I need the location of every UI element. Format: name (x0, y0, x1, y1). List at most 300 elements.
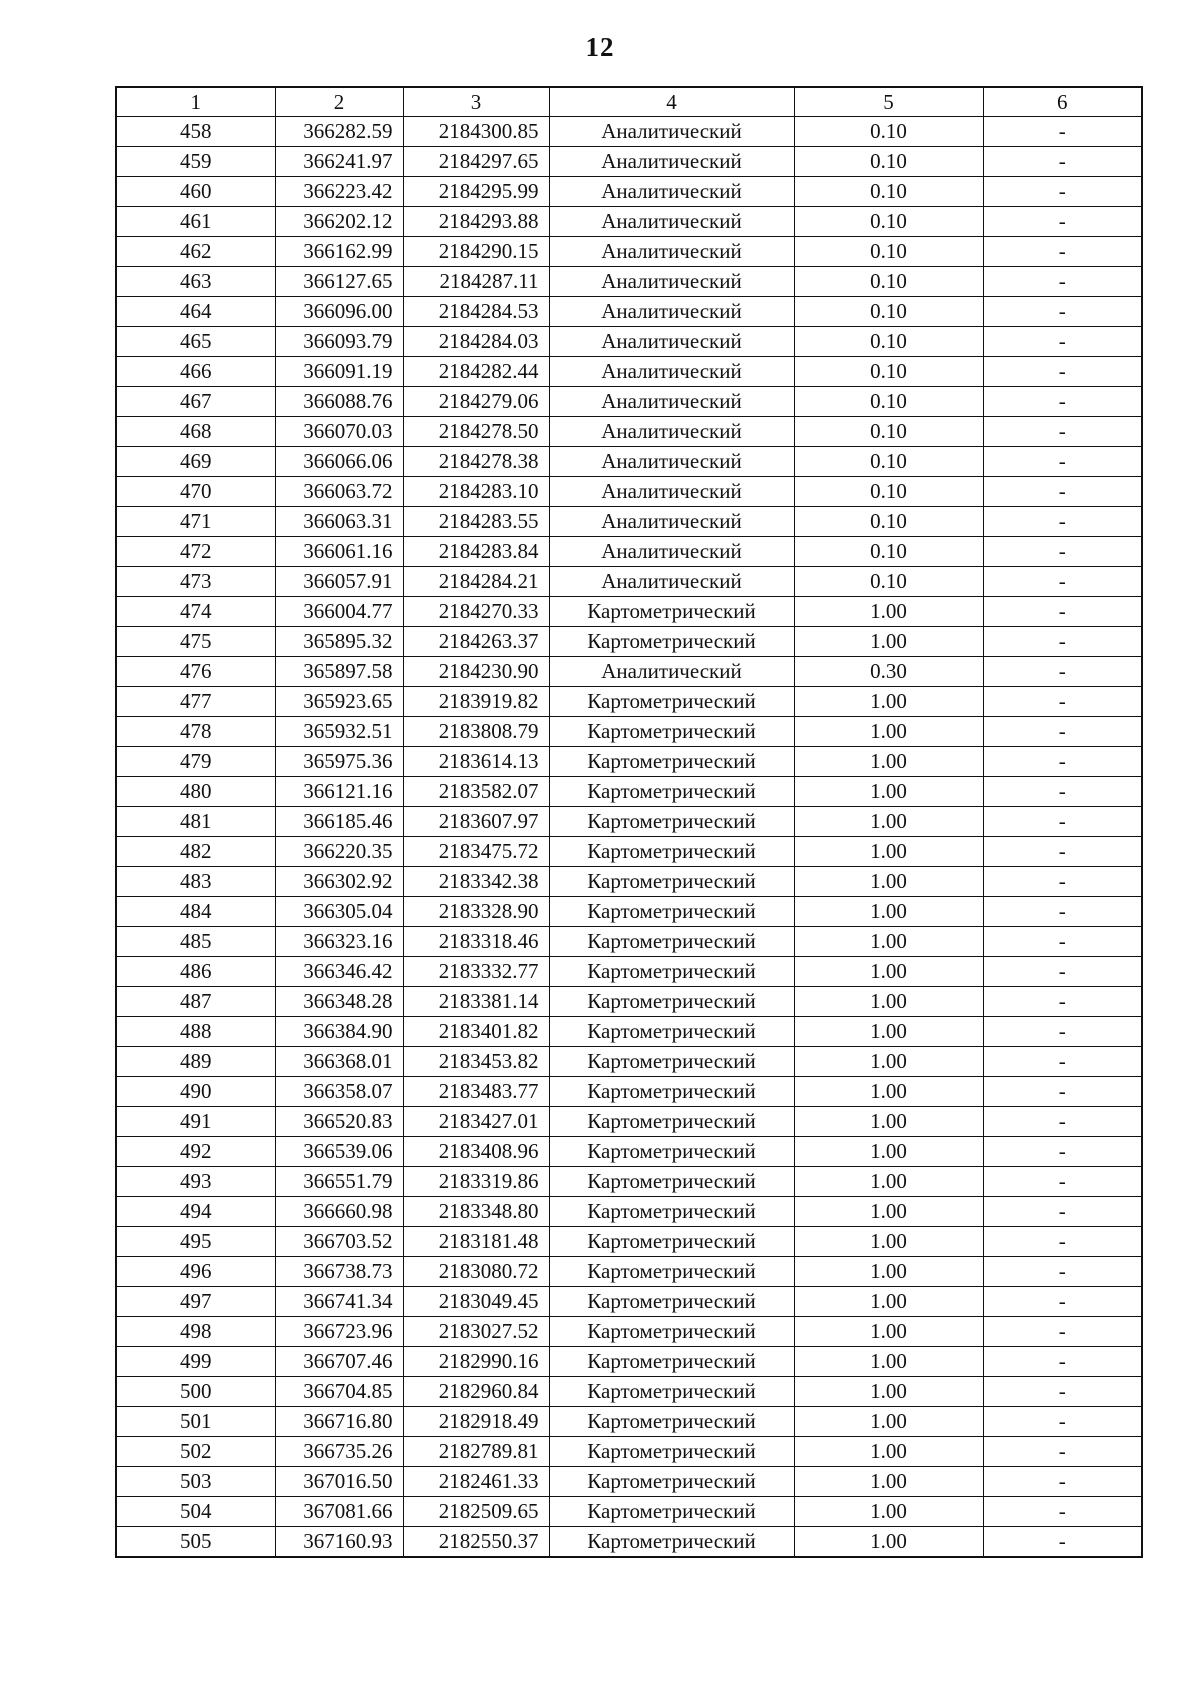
point-number-cell: 496 (116, 1257, 275, 1287)
note-cell: - (983, 1257, 1142, 1287)
y-coordinate-cell: 2183080.72 (403, 1257, 549, 1287)
point-number-cell: 482 (116, 837, 275, 867)
method-cell: Аналитический (549, 267, 794, 297)
note-cell: - (983, 1017, 1142, 1047)
table-row (116, 1137, 1142, 1167)
method-cell: Картометрический (549, 1227, 794, 1257)
method-cell: Картометрический (549, 717, 794, 747)
method-cell: Картометрический (549, 1017, 794, 1047)
table-row (116, 357, 1142, 387)
table-row (116, 117, 1142, 147)
x-coordinate-cell: 365932.51 (275, 717, 403, 747)
header-cell-2: 2 (275, 87, 403, 117)
method-cell: Картометрический (549, 1407, 794, 1437)
y-coordinate-cell: 2184270.33 (403, 597, 549, 627)
y-coordinate-cell: 2184284.03 (403, 327, 549, 357)
note-cell: - (983, 507, 1142, 537)
point-number-cell: 499 (116, 1347, 275, 1377)
table-row (116, 657, 1142, 687)
method-cell: Картометрический (549, 747, 794, 777)
table-row (116, 177, 1142, 207)
table-row (116, 987, 1142, 1017)
accuracy-cell: 1.00 (794, 957, 983, 987)
point-number-cell: 504 (116, 1497, 275, 1527)
point-number-cell: 493 (116, 1167, 275, 1197)
x-coordinate-cell: 366088.76 (275, 387, 403, 417)
x-coordinate-cell: 366185.46 (275, 807, 403, 837)
accuracy-cell: 0.10 (794, 267, 983, 297)
y-coordinate-cell: 2184287.11 (403, 267, 549, 297)
method-cell: Аналитический (549, 357, 794, 387)
y-coordinate-cell: 2184290.15 (403, 237, 549, 267)
point-number-cell: 485 (116, 927, 275, 957)
method-cell: Картометрический (549, 1287, 794, 1317)
y-coordinate-cell: 2182509.65 (403, 1497, 549, 1527)
y-coordinate-cell: 2184283.84 (403, 537, 549, 567)
y-coordinate-cell: 2184282.44 (403, 357, 549, 387)
method-cell: Аналитический (549, 537, 794, 567)
point-number-cell: 487 (116, 987, 275, 1017)
method-cell: Картометрический (549, 1257, 794, 1287)
point-number-cell: 505 (116, 1527, 275, 1558)
y-coordinate-cell: 2183607.97 (403, 807, 549, 837)
y-coordinate-cell: 2184279.06 (403, 387, 549, 417)
point-number-cell: 473 (116, 567, 275, 597)
note-cell: - (983, 387, 1142, 417)
accuracy-cell: 1.00 (794, 867, 983, 897)
method-cell: Картометрический (549, 627, 794, 657)
point-number-cell: 472 (116, 537, 275, 567)
y-coordinate-cell: 2182789.81 (403, 1437, 549, 1467)
point-number-cell: 476 (116, 657, 275, 687)
accuracy-cell: 1.00 (794, 1197, 983, 1227)
accuracy-cell: 1.00 (794, 1317, 983, 1347)
y-coordinate-cell: 2183483.77 (403, 1077, 549, 1107)
table-row (116, 267, 1142, 297)
y-coordinate-cell: 2184297.65 (403, 147, 549, 177)
x-coordinate-cell: 366091.19 (275, 357, 403, 387)
method-cell: Картометрический (549, 597, 794, 627)
accuracy-cell: 0.30 (794, 657, 983, 687)
x-coordinate-cell: 366063.72 (275, 477, 403, 507)
note-cell: - (983, 777, 1142, 807)
table-row (116, 297, 1142, 327)
x-coordinate-cell: 365923.65 (275, 687, 403, 717)
point-number-cell: 502 (116, 1437, 275, 1467)
note-cell: - (983, 1197, 1142, 1227)
x-coordinate-cell: 366302.92 (275, 867, 403, 897)
note-cell: - (983, 1287, 1142, 1317)
note-cell: - (983, 267, 1142, 297)
accuracy-cell: 1.00 (794, 627, 983, 657)
x-coordinate-cell: 366220.35 (275, 837, 403, 867)
table-row (116, 1077, 1142, 1107)
note-cell: - (983, 837, 1142, 867)
y-coordinate-cell: 2184295.99 (403, 177, 549, 207)
y-coordinate-cell: 2182960.84 (403, 1377, 549, 1407)
note-cell: - (983, 1317, 1142, 1347)
point-number-cell: 458 (116, 117, 275, 147)
table-body (116, 117, 1142, 1558)
note-cell: - (983, 327, 1142, 357)
x-coordinate-cell: 366539.06 (275, 1137, 403, 1167)
x-coordinate-cell: 366070.03 (275, 417, 403, 447)
point-number-cell: 467 (116, 387, 275, 417)
table-row (116, 1107, 1142, 1137)
table-row (116, 1527, 1142, 1558)
table-row (116, 747, 1142, 777)
x-coordinate-cell: 366305.04 (275, 897, 403, 927)
y-coordinate-cell: 2183427.01 (403, 1107, 549, 1137)
table-row (116, 567, 1142, 597)
table-row (116, 927, 1142, 957)
table-row (116, 777, 1142, 807)
method-cell: Картометрический (549, 1107, 794, 1137)
table-row (116, 1167, 1142, 1197)
accuracy-cell: 1.00 (794, 1107, 983, 1137)
accuracy-cell: 1.00 (794, 597, 983, 627)
note-cell: - (983, 717, 1142, 747)
y-coordinate-cell: 2183049.45 (403, 1287, 549, 1317)
y-coordinate-cell: 2183181.48 (403, 1227, 549, 1257)
y-coordinate-cell: 2182461.33 (403, 1467, 549, 1497)
table-row (116, 1467, 1142, 1497)
table-row (116, 417, 1142, 447)
note-cell: - (983, 1377, 1142, 1407)
accuracy-cell: 1.00 (794, 747, 983, 777)
y-coordinate-cell: 2182550.37 (403, 1527, 549, 1558)
note-cell: - (983, 1167, 1142, 1197)
table-row (116, 1017, 1142, 1047)
method-cell: Картометрический (549, 1077, 794, 1107)
table-row (116, 1227, 1142, 1257)
note-cell: - (983, 417, 1142, 447)
y-coordinate-cell: 2184283.10 (403, 477, 549, 507)
point-number-cell: 459 (116, 147, 275, 177)
table-row (116, 447, 1142, 477)
point-number-cell: 477 (116, 687, 275, 717)
point-number-cell: 474 (116, 597, 275, 627)
y-coordinate-cell: 2183453.82 (403, 1047, 549, 1077)
table-row (116, 1437, 1142, 1467)
note-cell: - (983, 1107, 1142, 1137)
x-coordinate-cell: 366723.96 (275, 1317, 403, 1347)
y-coordinate-cell: 2183027.52 (403, 1317, 549, 1347)
note-cell: - (983, 687, 1142, 717)
table-row (116, 1047, 1142, 1077)
method-cell: Аналитический (549, 117, 794, 147)
y-coordinate-cell: 2184284.21 (403, 567, 549, 597)
note-cell: - (983, 747, 1142, 777)
point-number-cell: 468 (116, 417, 275, 447)
note-cell: - (983, 177, 1142, 207)
accuracy-cell: 1.00 (794, 1377, 983, 1407)
note-cell: - (983, 1467, 1142, 1497)
table-row (116, 1197, 1142, 1227)
header-cell-3: 3 (403, 87, 549, 117)
x-coordinate-cell: 367160.93 (275, 1527, 403, 1558)
point-number-cell: 501 (116, 1407, 275, 1437)
point-number-cell: 460 (116, 177, 275, 207)
point-number-cell: 491 (116, 1107, 275, 1137)
method-cell: Аналитический (549, 327, 794, 357)
accuracy-cell: 0.10 (794, 117, 983, 147)
point-number-cell: 492 (116, 1137, 275, 1167)
y-coordinate-cell: 2184230.90 (403, 657, 549, 687)
x-coordinate-cell: 366096.00 (275, 297, 403, 327)
table-row (116, 237, 1142, 267)
note-cell: - (983, 1137, 1142, 1167)
x-coordinate-cell: 366066.06 (275, 447, 403, 477)
note-cell: - (983, 1077, 1142, 1107)
x-coordinate-cell: 366716.80 (275, 1407, 403, 1437)
method-cell: Картометрический (549, 777, 794, 807)
note-cell: - (983, 927, 1142, 957)
accuracy-cell: 1.00 (794, 777, 983, 807)
point-number-cell: 470 (116, 477, 275, 507)
table-row (116, 147, 1142, 177)
note-cell: - (983, 867, 1142, 897)
method-cell: Картометрический (549, 1347, 794, 1377)
x-coordinate-cell: 365975.36 (275, 747, 403, 777)
y-coordinate-cell: 2183401.82 (403, 1017, 549, 1047)
point-number-cell: 465 (116, 327, 275, 357)
point-number-cell: 478 (116, 717, 275, 747)
point-number-cell: 461 (116, 207, 275, 237)
accuracy-cell: 1.00 (794, 1017, 983, 1047)
table-row (116, 1287, 1142, 1317)
table-row (116, 477, 1142, 507)
accuracy-cell: 1.00 (794, 1227, 983, 1257)
y-coordinate-cell: 2183342.38 (403, 867, 549, 897)
point-number-cell: 489 (116, 1047, 275, 1077)
y-coordinate-cell: 2183328.90 (403, 897, 549, 927)
x-coordinate-cell: 366127.65 (275, 267, 403, 297)
note-cell: - (983, 1407, 1142, 1437)
y-coordinate-cell: 2183332.77 (403, 957, 549, 987)
point-number-cell: 481 (116, 807, 275, 837)
x-coordinate-cell: 366223.42 (275, 177, 403, 207)
accuracy-cell: 0.10 (794, 477, 983, 507)
point-number-cell: 466 (116, 357, 275, 387)
table-row (116, 867, 1142, 897)
coordinates-table (115, 86, 1143, 1558)
note-cell: - (983, 237, 1142, 267)
method-cell: Картометрический (549, 1167, 794, 1197)
method-cell: Картометрический (549, 897, 794, 927)
point-number-cell: 464 (116, 297, 275, 327)
note-cell: - (983, 207, 1142, 237)
accuracy-cell: 1.00 (794, 1257, 983, 1287)
method-cell: Картометрический (549, 837, 794, 867)
accuracy-cell: 1.00 (794, 1407, 983, 1437)
note-cell: - (983, 537, 1142, 567)
method-cell: Аналитический (549, 237, 794, 267)
method-cell: Аналитический (549, 147, 794, 177)
method-cell: Картометрический (549, 1317, 794, 1347)
method-cell: Картометрический (549, 1497, 794, 1527)
y-coordinate-cell: 2183318.46 (403, 927, 549, 957)
table-row (116, 837, 1142, 867)
method-cell: Картометрический (549, 957, 794, 987)
method-cell: Картометрический (549, 807, 794, 837)
y-coordinate-cell: 2183614.13 (403, 747, 549, 777)
table-row (116, 717, 1142, 747)
table-row (116, 597, 1142, 627)
accuracy-cell: 0.10 (794, 177, 983, 207)
table-row (116, 897, 1142, 927)
point-number-cell: 469 (116, 447, 275, 477)
x-coordinate-cell: 367081.66 (275, 1497, 403, 1527)
header-cell-4: 4 (549, 87, 794, 117)
accuracy-cell: 1.00 (794, 1167, 983, 1197)
note-cell: - (983, 897, 1142, 927)
note-cell: - (983, 1437, 1142, 1467)
x-coordinate-cell: 366738.73 (275, 1257, 403, 1287)
header-cell-6: 6 (983, 87, 1142, 117)
x-coordinate-cell: 366063.31 (275, 507, 403, 537)
note-cell: - (983, 957, 1142, 987)
x-coordinate-cell: 366323.16 (275, 927, 403, 957)
y-coordinate-cell: 2183348.80 (403, 1197, 549, 1227)
x-coordinate-cell: 366703.52 (275, 1227, 403, 1257)
accuracy-cell: 1.00 (794, 717, 983, 747)
x-coordinate-cell: 366057.91 (275, 567, 403, 597)
y-coordinate-cell: 2184278.50 (403, 417, 549, 447)
note-cell: - (983, 117, 1142, 147)
note-cell: - (983, 1047, 1142, 1077)
y-coordinate-cell: 2184283.55 (403, 507, 549, 537)
table-row (116, 537, 1142, 567)
note-cell: - (983, 567, 1142, 597)
accuracy-cell: 1.00 (794, 1467, 983, 1497)
note-cell: - (983, 1497, 1142, 1527)
point-number-cell: 463 (116, 267, 275, 297)
accuracy-cell: 0.10 (794, 357, 983, 387)
point-number-cell: 488 (116, 1017, 275, 1047)
y-coordinate-cell: 2183919.82 (403, 687, 549, 717)
accuracy-cell: 1.00 (794, 1287, 983, 1317)
x-coordinate-cell: 366704.85 (275, 1377, 403, 1407)
y-coordinate-cell: 2183808.79 (403, 717, 549, 747)
table-row (116, 207, 1142, 237)
table-row (116, 327, 1142, 357)
y-coordinate-cell: 2183381.14 (403, 987, 549, 1017)
point-number-cell: 484 (116, 897, 275, 927)
table-row (116, 957, 1142, 987)
method-cell: Аналитический (549, 567, 794, 597)
point-number-cell: 479 (116, 747, 275, 777)
method-cell: Картометрический (549, 1527, 794, 1558)
accuracy-cell: 0.10 (794, 537, 983, 567)
method-cell: Аналитический (549, 177, 794, 207)
accuracy-cell: 1.00 (794, 837, 983, 867)
note-cell: - (983, 1227, 1142, 1257)
accuracy-cell: 1.00 (794, 1077, 983, 1107)
x-coordinate-cell: 366346.42 (275, 957, 403, 987)
point-number-cell: 475 (116, 627, 275, 657)
note-cell: - (983, 627, 1142, 657)
page-number: 12 (585, 32, 615, 62)
accuracy-cell: 0.10 (794, 207, 983, 237)
table-header (116, 87, 1142, 117)
x-coordinate-cell: 366162.99 (275, 237, 403, 267)
y-coordinate-cell: 2183319.86 (403, 1167, 549, 1197)
method-cell: Аналитический (549, 417, 794, 447)
note-cell: - (983, 147, 1142, 177)
method-cell: Аналитический (549, 207, 794, 237)
method-cell: Картометрический (549, 987, 794, 1017)
table-row (116, 807, 1142, 837)
method-cell: Аналитический (549, 387, 794, 417)
header-row (116, 87, 1142, 117)
point-number-cell: 498 (116, 1317, 275, 1347)
method-cell: Картометрический (549, 927, 794, 957)
y-coordinate-cell: 2184293.88 (403, 207, 549, 237)
point-number-cell: 462 (116, 237, 275, 267)
y-coordinate-cell: 2184263.37 (403, 627, 549, 657)
accuracy-cell: 1.00 (794, 1137, 983, 1167)
x-coordinate-cell: 365897.58 (275, 657, 403, 687)
note-cell: - (983, 597, 1142, 627)
method-cell: Картометрический (549, 1047, 794, 1077)
accuracy-cell: 1.00 (794, 987, 983, 1017)
y-coordinate-cell: 2184300.85 (403, 117, 549, 147)
accuracy-cell: 1.00 (794, 1497, 983, 1527)
x-coordinate-cell: 366241.97 (275, 147, 403, 177)
method-cell: Картометрический (549, 1437, 794, 1467)
method-cell: Аналитический (549, 657, 794, 687)
point-number-cell: 480 (116, 777, 275, 807)
accuracy-cell: 0.10 (794, 237, 983, 267)
y-coordinate-cell: 2183475.72 (403, 837, 549, 867)
x-coordinate-cell: 366735.26 (275, 1437, 403, 1467)
note-cell: - (983, 807, 1142, 837)
note-cell: - (983, 477, 1142, 507)
table-row (116, 1377, 1142, 1407)
accuracy-cell: 1.00 (794, 1047, 983, 1077)
note-cell: - (983, 357, 1142, 387)
table-row (116, 627, 1142, 657)
accuracy-cell: 0.10 (794, 327, 983, 357)
x-coordinate-cell: 366358.07 (275, 1077, 403, 1107)
y-coordinate-cell: 2183582.07 (403, 777, 549, 807)
table-row (116, 507, 1142, 537)
accuracy-cell: 0.10 (794, 147, 983, 177)
x-coordinate-cell: 366093.79 (275, 327, 403, 357)
accuracy-cell: 1.00 (794, 1347, 983, 1377)
method-cell: Картометрический (549, 1467, 794, 1497)
x-coordinate-cell: 366707.46 (275, 1347, 403, 1377)
table-row (116, 387, 1142, 417)
point-number-cell: 495 (116, 1227, 275, 1257)
method-cell: Аналитический (549, 297, 794, 327)
note-cell: - (983, 1527, 1142, 1558)
x-coordinate-cell: 365895.32 (275, 627, 403, 657)
y-coordinate-cell: 2184278.38 (403, 447, 549, 477)
accuracy-cell: 1.00 (794, 1527, 983, 1558)
accuracy-cell: 1.00 (794, 927, 983, 957)
point-number-cell: 471 (116, 507, 275, 537)
x-coordinate-cell: 366202.12 (275, 207, 403, 237)
accuracy-cell: 1.00 (794, 807, 983, 837)
y-coordinate-cell: 2182990.16 (403, 1347, 549, 1377)
note-cell: - (983, 987, 1142, 1017)
method-cell: Картометрический (549, 1377, 794, 1407)
y-coordinate-cell: 2183408.96 (403, 1137, 549, 1167)
x-coordinate-cell: 366282.59 (275, 117, 403, 147)
x-coordinate-cell: 366520.83 (275, 1107, 403, 1137)
